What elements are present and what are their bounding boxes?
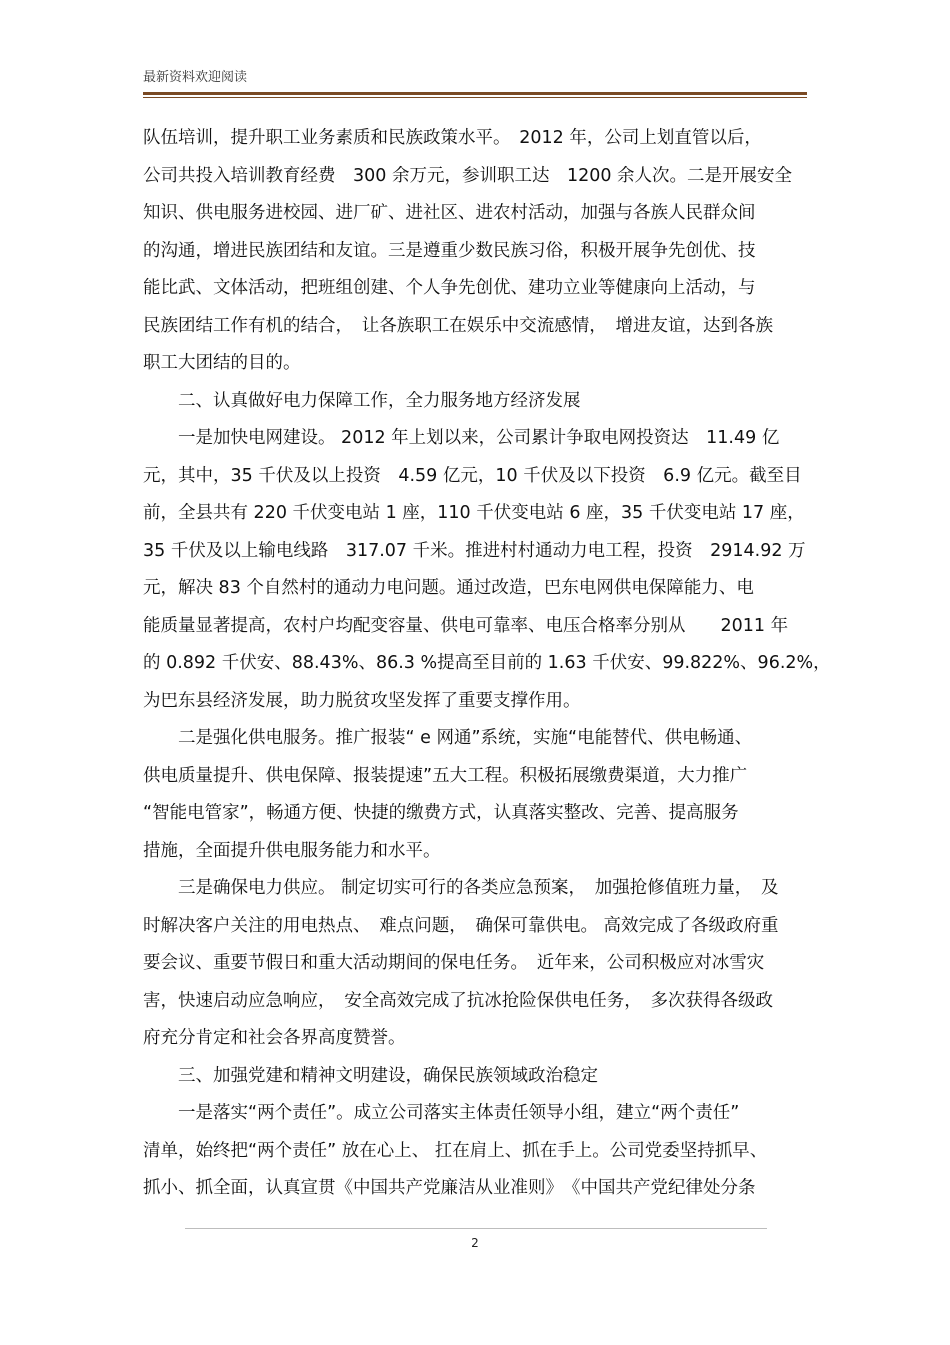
text-line: 元，其中，35 千伏及以上投资 4.59 亿元，10 千伏及以下投资 6.9 亿元。截至目 xyxy=(143,465,802,486)
footer-divider xyxy=(185,1228,767,1229)
text-line: 的沟通，增进民族团结和友谊。三是遵重少数民族习俗，积极开展争先创优、技 xyxy=(143,240,756,261)
header-divider-thin xyxy=(143,97,807,98)
text-line: 供电质量提升、供电保障、报装提速”五大工程。积极拓展缴费渠道，大力推广 xyxy=(143,765,748,786)
text-line: 职工大团结的目的。 xyxy=(143,353,301,373)
text-line: 前，全县共有 220 千伏变电站 1 座，110 千伏变电站 6 座，35 千伏变电站 17 座， xyxy=(143,503,805,523)
text-line: 能比武、文体活动，把班组创建、个人争先创优、建功立业等健康向上活动，与 xyxy=(143,278,756,298)
body-text xyxy=(143,120,831,1208)
text-line: 公司共投入培训教育经费 300 余万元，参训职工达 1200 余人次。二是开展安全 xyxy=(143,165,793,186)
section-heading: 三、加强党建和精神文明建设，确保民族领域政治稳定 xyxy=(143,1065,598,1086)
text-line: 35 千伏及以上输电线路 317.07 千米。推进村村通动力电工程，投资 2914.92 万 xyxy=(143,540,806,561)
text-line: 一是落实“两个责任”。成立公司落实主体责任领导小组，建立“两个责任” xyxy=(143,1103,740,1123)
text-line: 队伍培训，提升职工业务素质和民族政策水平。 2012 年，公司上划直管以后， xyxy=(143,128,762,148)
text-line: 清单，始终把“两个责任” 放在心上、 扛在肩上、抓在手上。公司党委坚持抓早、 xyxy=(143,1140,768,1161)
text-line: 知识、供电服务进校园、进厂矿、进社区、进农村活动，加强与各族人民群众间 xyxy=(143,203,756,223)
section-heading: 二、认真做好电力保障工作，全力服务地方经济发展 xyxy=(143,390,581,411)
text-line: 的 0.892 千伏安、88.43%、86.3 %提高至目前的 1.63 千伏安、99.822%、96.2%， xyxy=(143,653,831,673)
page-header-text: 最新资料欢迎阅读 xyxy=(143,70,248,85)
text-line: 能质量显著提高，农村户均配变容量、供电可靠率、电压合格率分别从 2011 年 xyxy=(143,615,789,636)
text-line: 抓小、抓全面，认真宣贯《中国共产党廉洁从业准则》 《中国共产党纪律处分条 xyxy=(143,1178,756,1198)
text-line: “智能电管家”，畅通方便、快捷的缴费方式，认真落实整改、完善、提高服务 xyxy=(143,803,739,823)
text-line: 要会议、重要节假日和重大活动期间的保电任务。 近年来，公司积极应对冰雪灾 xyxy=(143,953,765,973)
page-number: 2 xyxy=(471,1236,479,1250)
header-divider xyxy=(143,92,807,95)
text-line: 民族团结工作有机的结合， 让各族职工在娱乐中交流感情， 增进友谊，达到各族 xyxy=(143,315,773,336)
text-line: 措施，全面提升供电服务能力和水平。 xyxy=(143,840,441,861)
text-line: 时解决客户关注的用电热点、 难点问题， 确保可靠供电。 高效完成了各级政府重 xyxy=(143,915,779,936)
text-line: 府充分肯定和社会各界高度赞誉。 xyxy=(143,1028,406,1048)
text-line: 三是确保电力供应。 制定切实可行的各类应急预案， 加强抢修值班力量， 及 xyxy=(143,878,779,898)
text-line: 害，快速启动应急响应， 安全高效完成了抗冰抢险保供电任务， 多次获得各级政 xyxy=(143,990,773,1011)
text-line: 一是加快电网建设。 2012 年上划以来，公司累计争取电网投资达 11.49 亿 xyxy=(143,428,780,448)
text-line: 为巴东县经济发展，助力脱贫攻坚发挥了重要支撑作用。 xyxy=(143,690,581,711)
text-line: 元，解决 83 个自然村的通动力电问题。通过改造，巴东电网供电保障能力、电 xyxy=(143,578,754,598)
text-line: 二是强化供电服务。推广报装“ e 网通”系统，实施“电能替代、供电畅通、 xyxy=(143,728,753,748)
